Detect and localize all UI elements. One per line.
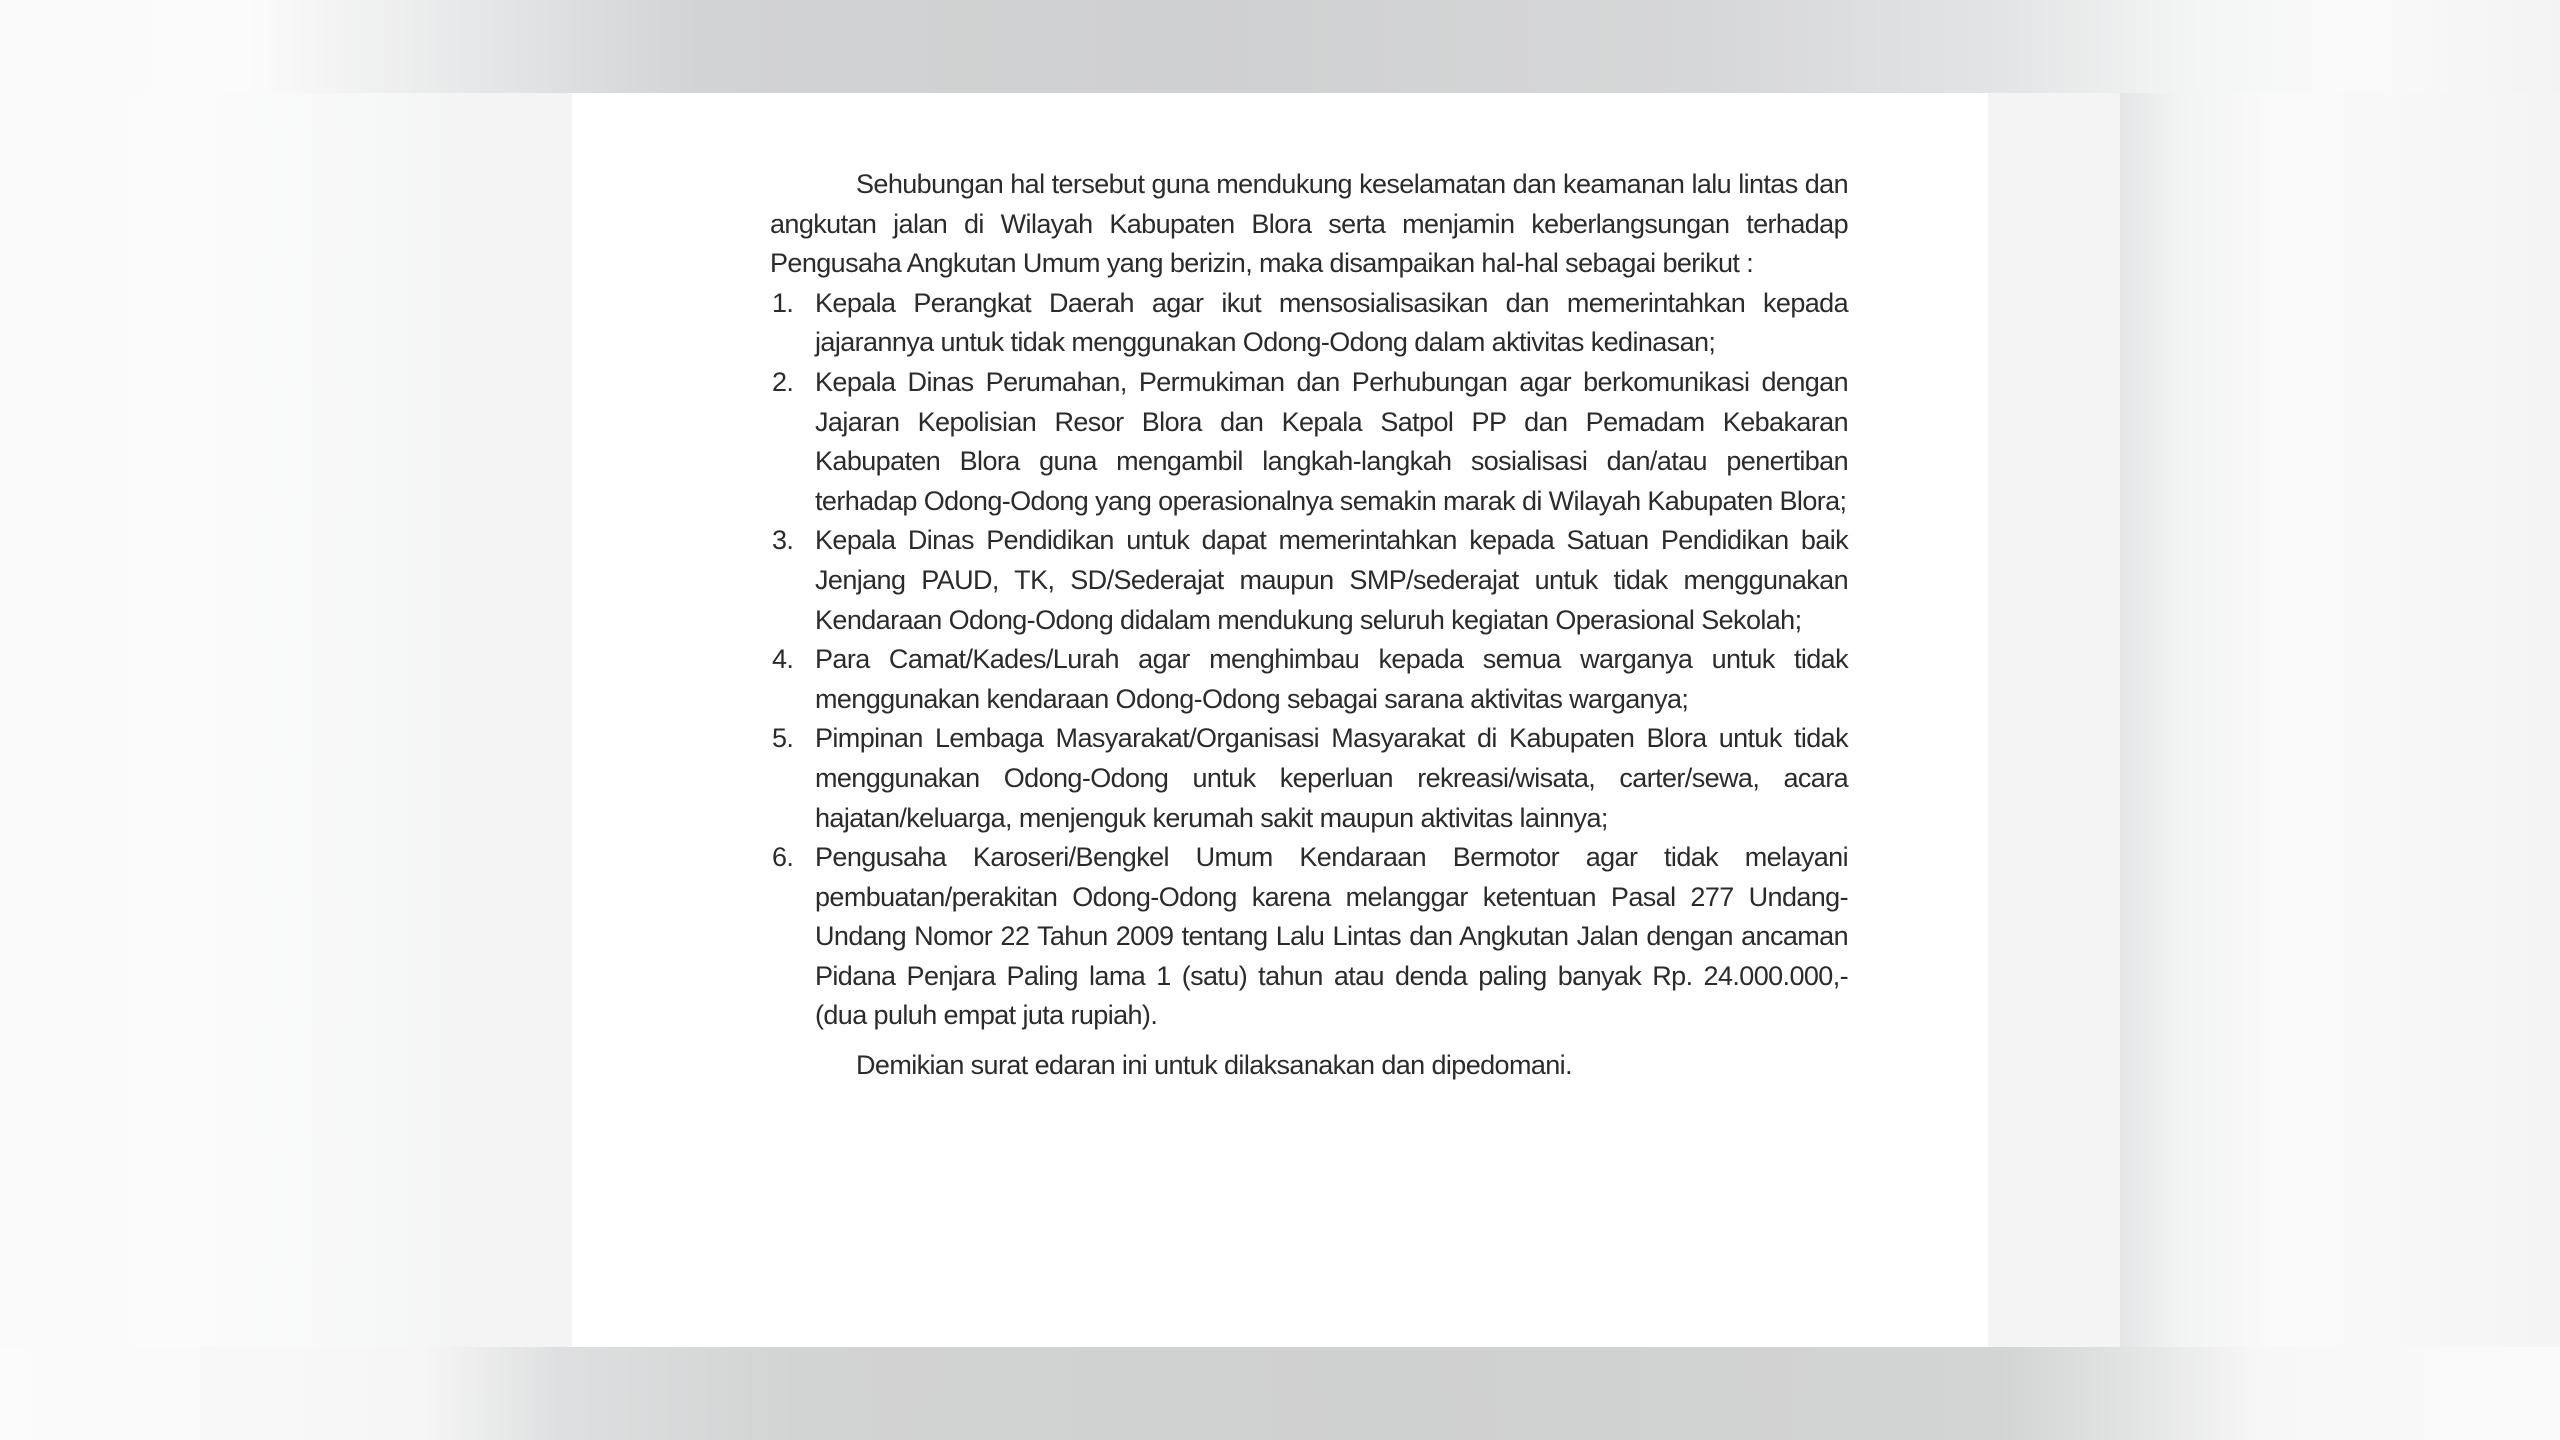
- list-item-text: Kepala Dinas Pendidikan untuk dapat memerintahkan kepada Satuan Pendidikan baik Jenjang PAUD, TK, SD/Sederajat maupun SMP/sederajat untuk tidak menggunakan Kendaraan Odong-Odong didalam mendukung seluruh kegiatan Operasional Sekolah;: [815, 525, 1848, 635]
- list-item-text: Pimpinan Lembaga Masyarakat/Organisasi Masyarakat di Kabupaten Blora untuk tidak menggunakan Odong-Odong untuk keperluan rekreasi/wisata, carter/sewa, acara hajatan/keluarga, menjenguk kerumah sakit maupun aktivitas lainnya;: [815, 723, 1848, 833]
- background-left: [0, 93, 440, 1347]
- list-item: [770, 284, 1848, 363]
- background-right: [2120, 93, 2560, 1347]
- list-item-number: 1.: [772, 287, 794, 318]
- list-item: [770, 838, 1848, 1036]
- letter-body: [770, 165, 1848, 1086]
- list-item: [770, 640, 1848, 719]
- list-item: [770, 363, 1848, 521]
- list-item-text: Pengusaha Karoseri/Bengkel Umum Kendaraan Bermotor agar tidak melayani pembuatan/perakitan Odong-Odong karena melanggar ketentuan Pasal 277 Undang-Undang Nomor 22 Tahun 2009 tentang Lalu Lintas dan Angkutan Jalan dengan ancaman Pidana Penjara Paling lama 1 (satu) tahun atau denda paling banyak Rp. 24.000.000,- (dua puluh empat juta rupiah).: [815, 842, 1848, 1031]
- list-item-number: 2.: [772, 366, 794, 397]
- list-item-text: Kepala Dinas Perumahan, Permukiman dan Perhubungan agar berkomunikasi dengan Jajaran Kepolisian Resor Blora dan Kepala Satpol PP dan Pemadam Kebakaran Kabupaten Blora guna mengambil langkah-langkah sosialisasi dan/atau penertiban terhadap Odong-Odong yang operasionalnya semakin marak di Wilayah Kabupaten Blora;: [815, 366, 1848, 516]
- closing-paragraph: Demikian surat edaran ini untuk dilaksanakan dan dipedomani.: [856, 1050, 1572, 1081]
- list-item-number: 5.: [772, 723, 794, 754]
- instruction-list: [770, 284, 1848, 1036]
- list-item: [770, 719, 1848, 838]
- list-item-number: 4.: [772, 644, 794, 675]
- list-item-number: 3.: [772, 525, 794, 556]
- background-top-blur: [0, 0, 2560, 93]
- intro-paragraph: Sehubungan hal tersebut guna mendukung keselamatan dan keamanan lalu lintas dan angkutan jalan di Wilayah Kabupaten Blora serta menjamin keberlangsungan terhadap Pengusaha Angkutan Umum yang berizin, maka disampaikan hal-hal sebagai berikut :: [770, 169, 1848, 279]
- list-item-text: Kepala Perangkat Daerah agar ikut mensosialisasikan dan memerintahkan kepada jajarannya untuk tidak menggunakan Odong-Odong dalam aktivitas kedinasan;: [815, 287, 1848, 358]
- list-item: [770, 521, 1848, 640]
- background-bottom-blur: [0, 1347, 2560, 1440]
- list-item-number: 6.: [772, 842, 794, 873]
- list-item-text: Para Camat/Kades/Lurah agar menghimbau kepada semua warganya untuk tidak menggunakan kendaraan Odong-Odong sebagai sarana aktivitas warganya;: [815, 644, 1848, 714]
